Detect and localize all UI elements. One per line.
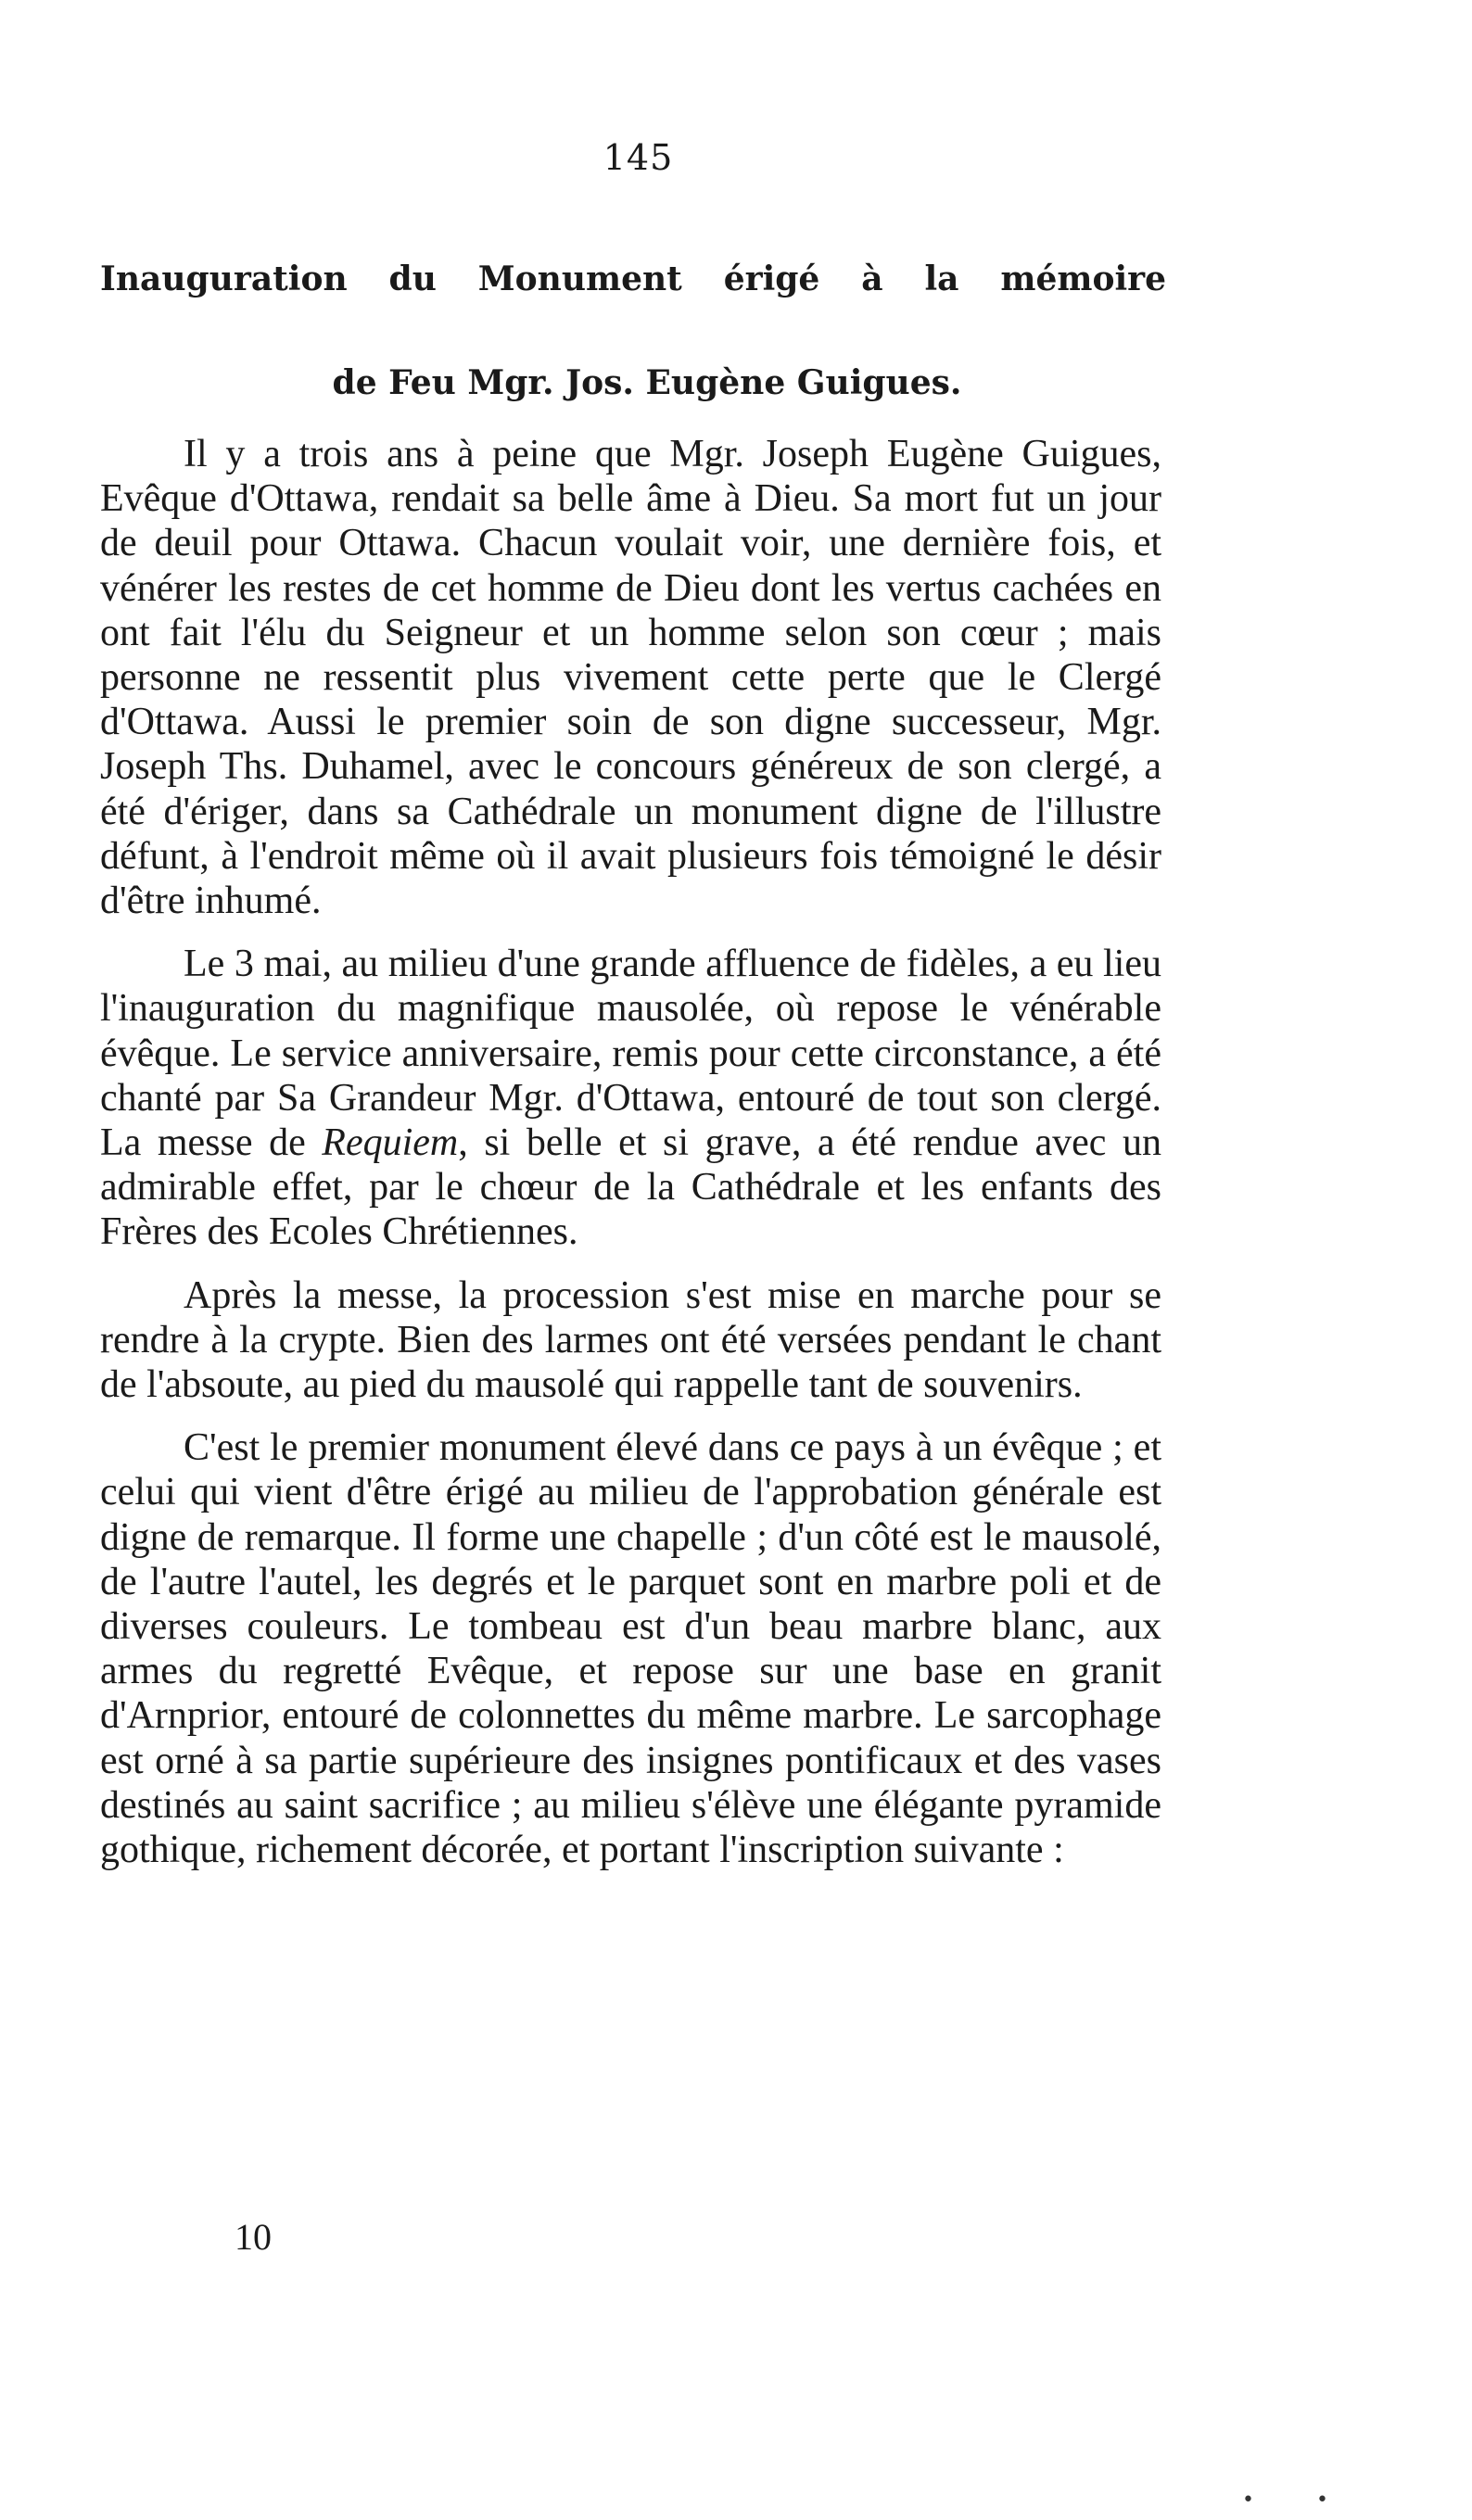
- paragraph-2-text-after: , si belle et si grave, a été rendue avec un admirable effet, par le chœur de la Cathédrale et les enfants des Frères des Ecoles Chrétiennes.: [100, 1121, 1161, 1254]
- title-line-2: de Feu Mgr. Jos. Eugène Guigues.: [332, 363, 962, 402]
- article-title: [100, 260, 1166, 402]
- paragraph-4: [100, 1425, 1161, 1872]
- paragraph-2-italic-word: Requiem: [322, 1121, 459, 1165]
- paragraph-4-text: C'est le premier monument élevé dans ce pays à un évêque ; et celui qui vient d'être érigé au milieu de l'approbation générale est digne de remarque. Il forme une chapelle ; d'un côté est le mausolé, de l'autre l'autel, les degrés et le parquet sont en marbre poli et de diverses couleurs. Le tombeau est d'un beau marbre blanc, aux armes du regretté Evêque, et repose sur une base en granit d'Arnprior, entouré de colonnettes du même marbre. Le sarcophage est orné à sa partie supérieure des insignes pontificaux et des vases destinés au saint sacrifice ; au milieu s'élève une élégante pyramide gothique, richement décorée, et portant l'inscription suivante :: [100, 1426, 1161, 1872]
- paragraph-2: [100, 942, 1161, 1254]
- paragraph-1-text: Il y a trois ans à peine que Mgr. Joseph Eugène Guigues, Evêque d'Ottawa, rendait sa belle âme à Dieu. Sa mort fut un jour de deuil pour Ottawa. Chacun voulait voir, une dernière fois, et vénérer les restes de cet homme de Dieu dont les vertus cachées en ont fait l'élu du Seigneur et un homme selon son cœur ; mais personne ne ressentit plus vivement cette perte que le Clergé d'Ottawa. Aussi le premier soin de son digne successeur, Mgr. Joseph Ths. Duhamel, avec le concours généreux de son clergé, a été d'ériger, dans sa Cathédrale un monument digne de l'illustre défunt, à l'endroit même où il avait plusieurs fois témoigné le désir d'être inhumé.: [100, 433, 1161, 923]
- corner-marks: • •: [1242, 2488, 1356, 2512]
- article-body: [100, 432, 1161, 1872]
- paragraph-3: [100, 1273, 1161, 1408]
- title-line-1: Inauguration du Monument érigé à la mémoire: [100, 260, 1166, 298]
- paragraph-3-text: Après la messe, la procession s'est mise en marche pour se rendre à la crypte. Bien des larmes ont été versées pendant le chant de l'absoute, au pied du mausolé qui rappelle tant de souvenirs.: [100, 1273, 1161, 1407]
- paragraph-2-text-before: Le 3 mai, au milieu d'une grande affluence de fidèles, a eu lieu l'inauguration du magnifique mausolée, où repose le vénérable évêque. Le service anniversaire, remis pour cette circonstance, a été chanté par Sa Grandeur Mgr. d'Ottawa, entouré de tout son clergé. La messe de: [100, 943, 1161, 1165]
- paragraph-1: [100, 432, 1161, 923]
- printer-signature-mark: 10: [235, 2216, 272, 2258]
- page-number: 145: [603, 137, 674, 178]
